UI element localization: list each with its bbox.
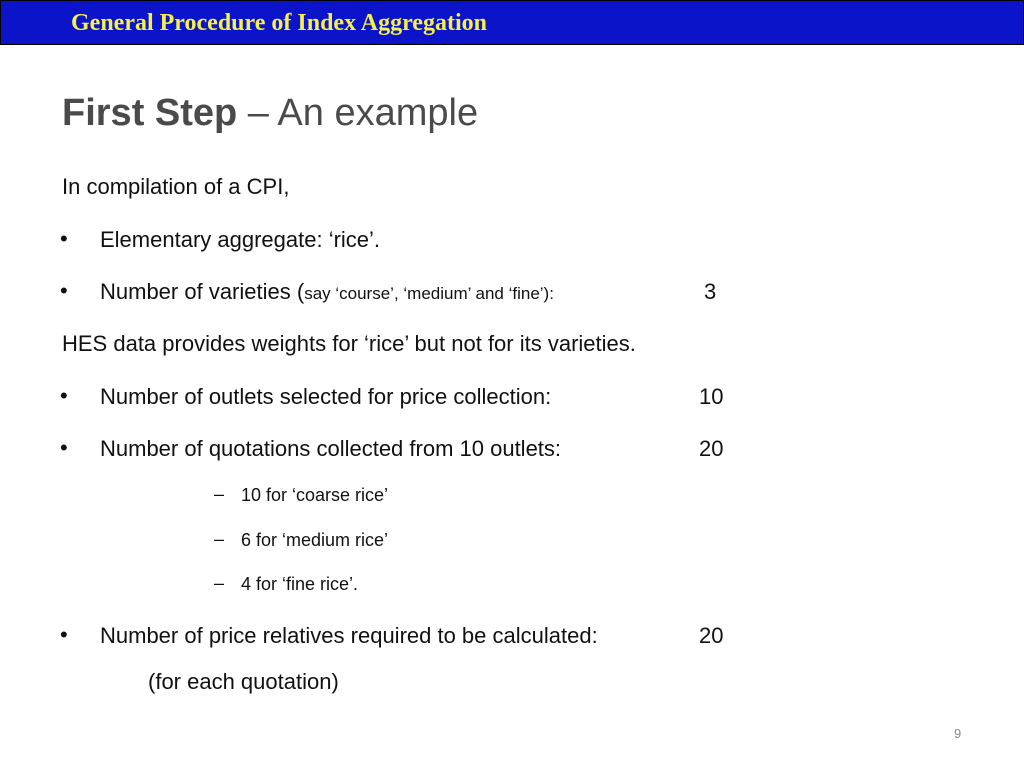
intro-text: In compilation of a CPI, [62,174,290,199]
bullet-marker-4: • [60,435,68,460]
bullet-marker-1: • [60,226,68,251]
bullet-varieties [100,279,554,305]
header-banner [0,0,1024,45]
bullet-varieties-note: say ‘course’, ‘medium’ and ‘fine’): [304,284,554,303]
slide-title-bold: First Step [62,92,238,134]
sub-item-fine: 4 for ‘fine rice’. [241,574,359,594]
dash-marker-2: – [214,529,225,549]
bullet-outlets: Number of outlets selected for price collection: [100,384,552,409]
outlets-value: 10 [699,384,724,409]
dash-marker-1: – [214,484,225,504]
dash-marker-3: – [214,573,225,593]
bullet-elementary-aggregate: Elementary aggregate: ‘rice’. [100,227,381,252]
quotations-value: 20 [699,436,724,461]
bullet-quotations: Number of quotations collected from 10 outlets: [100,436,562,461]
header-title: General Procedure of Index Aggregation [71,10,487,36]
slide-title-rest: – An example [237,92,479,134]
price-relatives-note: (for each quotation) [148,669,339,694]
bullet-marker-5: • [60,622,68,647]
bullet-marker-2: • [60,278,68,303]
bullet-varieties-label: Number of varieties ( [100,279,305,304]
page-number: 9 [954,726,962,741]
hes-text: HES data provides weights for ‘rice’ but not for its varieties. [62,331,636,356]
sub-item-medium: 6 for ‘medium rice’ [241,530,389,550]
bullet-marker-3: • [60,383,68,408]
price-relatives-value: 20 [699,623,724,648]
slide-title [62,92,478,135]
sub-item-coarse: 10 for ‘coarse rice’ [241,485,389,505]
varieties-value: 3 [704,279,717,304]
bullet-price-relatives: Number of price relatives required to be calculated: [100,623,598,648]
